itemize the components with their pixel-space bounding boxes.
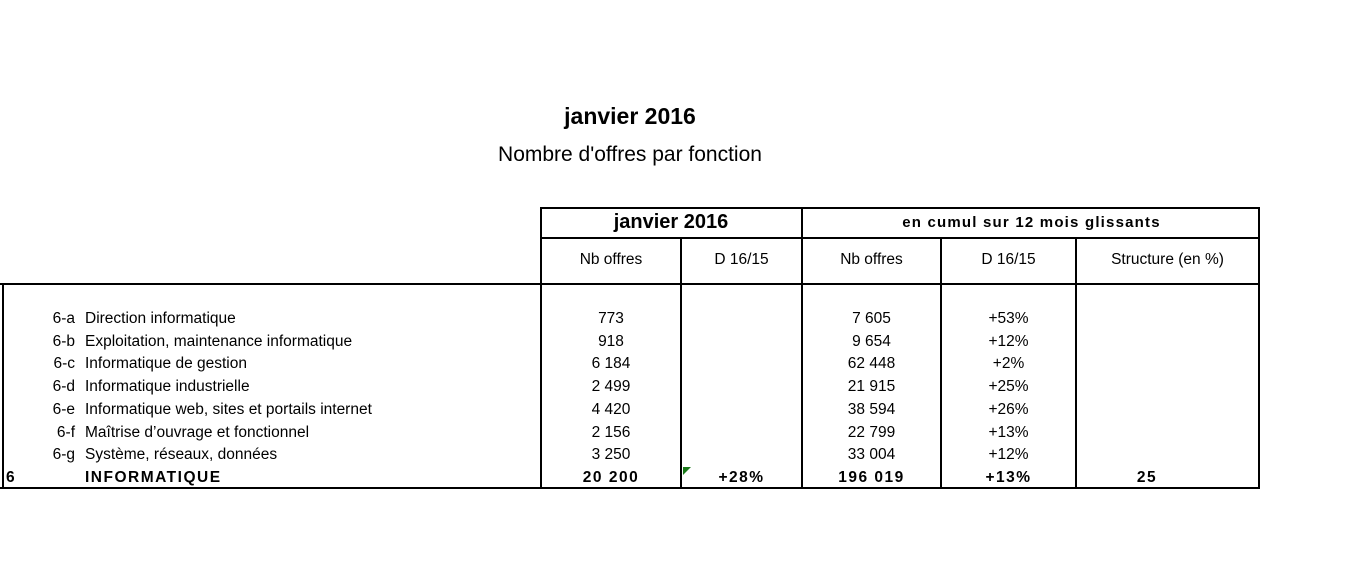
page-title: janvier 2016: [564, 103, 696, 129]
row-code: 6-f: [56, 423, 75, 441]
total-cum-nb: 196 019: [838, 469, 905, 486]
row-label: Système, réseaux, données: [85, 446, 278, 464]
row-cum-delta: +12%: [988, 332, 1029, 350]
row-cum-nb: 38 594: [847, 400, 896, 418]
row-nb: 2 156: [591, 423, 631, 441]
row-code: 6-d: [52, 378, 75, 396]
row-nb: 6 184: [591, 355, 631, 373]
header-top-border: [540, 207, 1260, 209]
row-cum-nb: 22 799: [847, 423, 896, 441]
row-code: 6-a: [52, 310, 75, 327]
header-bottom-border: [0, 283, 1260, 285]
row-cum-delta: +13%: [988, 423, 1029, 441]
row-cum-delta: +25%: [988, 378, 1029, 396]
row-nb: 4 420: [591, 400, 631, 418]
header-month: janvier 2016: [613, 211, 729, 233]
col-divider-left: [2, 283, 4, 489]
row-cum-nb: 21 915: [847, 378, 896, 396]
page-subtitle: Nombre d'offres par fonction: [498, 143, 762, 166]
row-cum-delta: +12%: [988, 446, 1029, 464]
total-label: INFORMATIQUE: [85, 469, 222, 486]
row-label: Maîtrise d’ouvrage et fonctionnel: [85, 423, 310, 441]
col-divider-month-mid: [680, 237, 682, 489]
row-cum-delta: +53%: [988, 310, 1029, 327]
row-cum-delta: +2%: [992, 355, 1025, 373]
row-label: Informatique web, sites et portails internet: [85, 400, 372, 418]
col-header-cum-nb-offres: Nb offres: [840, 251, 903, 268]
col-divider-right: [1258, 207, 1260, 489]
row-nb: 3 250: [591, 446, 631, 464]
row-cum-nb: 9 654: [852, 332, 891, 350]
header-mid-border: [540, 237, 1260, 239]
row-code: 6-g: [52, 446, 75, 464]
header-cumul: en cumul sur 12 mois glissants: [902, 214, 1161, 231]
col-header-cum-delta: D 16/15: [981, 251, 1036, 268]
row-nb: 2 499: [591, 378, 631, 396]
col-header-delta: D 16/15: [714, 251, 769, 268]
total-nb: 20 200: [582, 469, 640, 486]
row-nb: 918: [598, 332, 624, 350]
row-label: Informatique de gestion: [85, 355, 247, 373]
row-label: Exploitation, maintenance informatique: [85, 332, 353, 350]
row-cum-nb: 62 448: [847, 355, 896, 373]
col-header-nb-offres: Nb offres: [579, 251, 643, 268]
row-cum-delta: +26%: [988, 400, 1029, 418]
row-cum-nb: 7 605: [852, 310, 891, 327]
row-code: 6-b: [52, 332, 75, 350]
row-cum-nb: 33 004: [847, 446, 896, 464]
total-delta: +28%: [718, 469, 765, 486]
row-code: 6-e: [52, 400, 75, 418]
row-code: 6-c: [53, 355, 75, 373]
total-structure: 25: [1136, 469, 1158, 486]
col-divider-cumul-right: [1075, 237, 1077, 489]
table-bottom-border: [0, 487, 1260, 489]
row-label: Informatique industrielle: [85, 378, 250, 396]
row-label: Direction informatique: [85, 310, 236, 327]
row-nb: 773: [598, 310, 624, 327]
total-code: 6: [6, 469, 17, 486]
total-cum-delta: +13%: [985, 469, 1032, 486]
col-header-structure: Structure (en %): [1111, 251, 1224, 268]
